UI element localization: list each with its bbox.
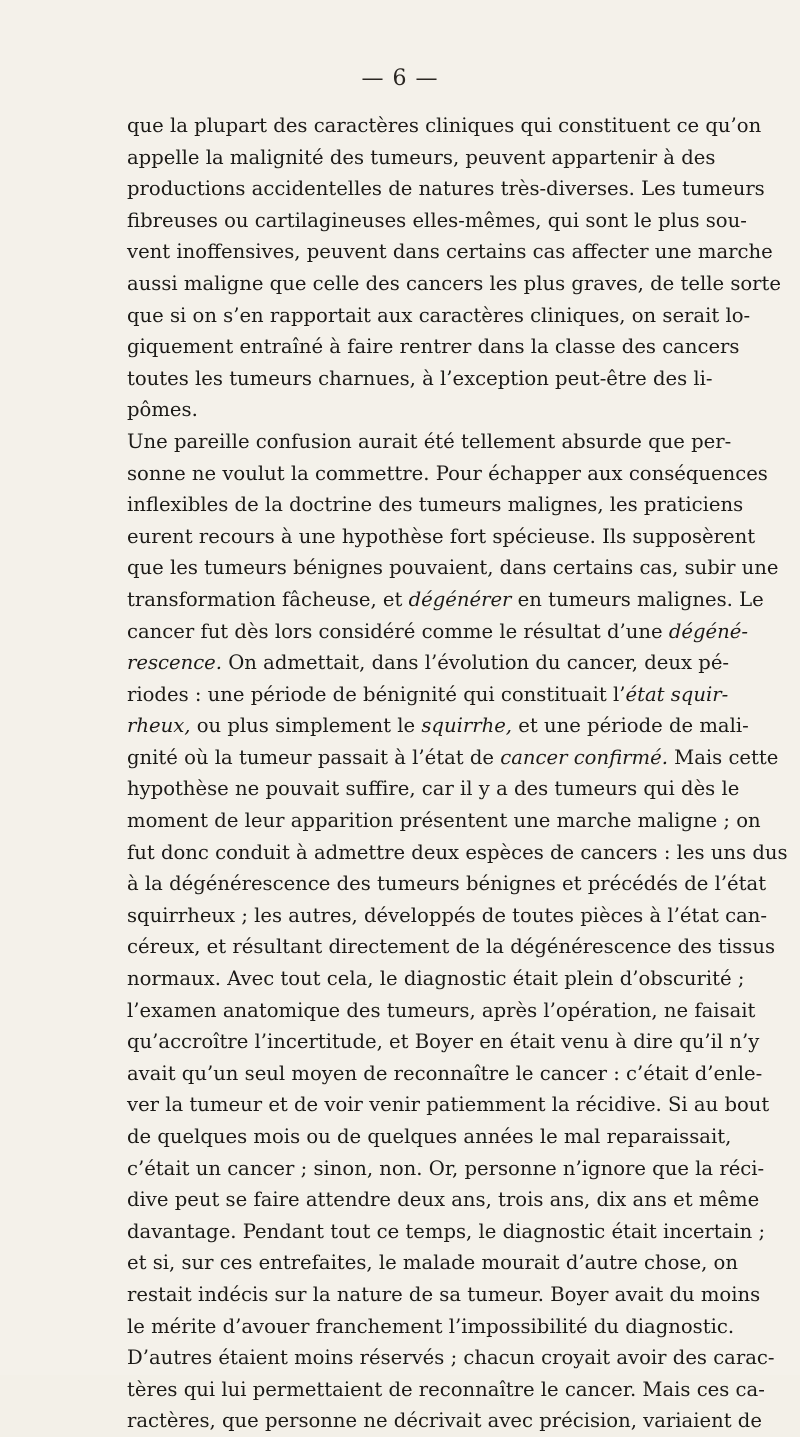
text-segment: et si, sur ces entrefaites, le malade mourait d’autre chose, on — [127, 1251, 738, 1275]
text-line — [127, 1184, 760, 1216]
text-segment: le mérite d’avouer franchement l’impossibilité du diagnostic. — [127, 1314, 735, 1338]
text-line — [127, 710, 749, 742]
text-line — [127, 426, 732, 458]
text-segment: rescence. — [127, 651, 223, 675]
text-line — [127, 1121, 732, 1153]
text-line — [127, 1026, 760, 1058]
text-line — [127, 458, 768, 490]
text-line — [127, 1216, 766, 1248]
text-segment: inflexibles de la doctrine des tumeurs malignes, les praticiens — [127, 493, 744, 517]
text-segment: en tumeurs malignes. Le — [511, 587, 764, 611]
text-segment: dive peut se faire attendre deux ans, trois ans, dix ans et même — [127, 1188, 760, 1212]
text-segment: et une période de mali- — [512, 714, 749, 738]
text-segment: dégénérer — [408, 587, 512, 611]
text-segment: moment de leur apparition présentent une marche maligne ; on — [127, 809, 761, 833]
text-segment: riodes : une période de bénignité qui constituait l’ — [127, 682, 626, 706]
text-line — [127, 268, 782, 300]
text-segment: avait qu’un seul moyen de reconnaître le cancer : c’était d’enle- — [127, 1061, 763, 1085]
text-line — [127, 679, 729, 711]
text-segment: Une pareille confusion aurait été tellement absurde que per- — [127, 429, 732, 453]
text-segment: cancer confirmé. — [500, 745, 668, 769]
text-segment: normaux. Avec tout cela, le diagnostic était plein d’obscurité ; — [127, 967, 745, 991]
text-line — [127, 900, 768, 932]
text-segment: transformation fâcheuse, et — [127, 587, 409, 611]
text-line — [127, 1089, 770, 1121]
text-segment: toutes les tumeurs charnues, à l’exception peut-être des li- — [127, 366, 713, 390]
text-line — [127, 142, 716, 174]
text-segment: ver la tumeur et de voir venir patiemment la récidive. Si au bout — [127, 1093, 770, 1117]
text-line — [127, 963, 745, 995]
text-segment: On admettait, dans l’évolution du cancer, deux pé- — [222, 651, 730, 675]
text-segment: ou plus simplement le — [190, 714, 422, 738]
text-segment: ractères, que personne ne décrivait avec précision, variaient de — [127, 1409, 762, 1433]
text-line — [127, 110, 762, 142]
text-line — [127, 931, 776, 963]
text-segment: fut donc conduit à admettre deux espèces de cancers : les uns dus — [127, 840, 788, 864]
text-line — [127, 837, 788, 869]
text-segment: que si on s’en rapportait aux caractères cliniques, on serait lo- — [127, 303, 751, 327]
text-segment: c’était un cancer ; sinon, non. Or, personne n’ignore que la réci- — [127, 1156, 765, 1180]
text-line — [127, 363, 713, 395]
text-line — [127, 489, 744, 521]
text-segment: restait indécis sur la nature de sa tumeur. Boyer avait du moins — [127, 1282, 761, 1306]
text-segment: gnité où la tumeur passait à l’état de — [127, 745, 501, 769]
text-segment: cancer fut dès lors considéré comme le résultat d’une — [127, 619, 669, 643]
text-line — [127, 647, 730, 679]
text-line — [127, 868, 767, 900]
text-line — [127, 552, 779, 584]
text-line — [127, 742, 779, 774]
text-line — [127, 300, 751, 332]
text-segment: eurent recours à une hypothèse fort spécieuse. Ils supposèrent — [127, 524, 756, 548]
text-line — [127, 805, 761, 837]
page-number: — 6 — — [361, 66, 439, 91]
text-segment: dégéné- — [668, 619, 748, 643]
text-line — [127, 394, 675, 426]
text-segment: céreux, et résultant directement de la dégénérescence des tissus — [127, 935, 776, 959]
text-segment: tères qui lui permettaient de reconnaître le cancer. Mais ces ca- — [127, 1377, 765, 1401]
body-text — [127, 110, 788, 1437]
text-segment: vent inoffensives, peuvent dans certains cas affecter une marche — [127, 240, 773, 264]
text-segment: état squir- — [625, 682, 729, 706]
paragraph — [127, 110, 782, 426]
text-segment: qu’accroître l’incertitude, et Boyer en était venu à dire qu’il n’y — [127, 1030, 760, 1054]
text-line — [127, 1279, 761, 1311]
text-segment: aussi maligne que celle des cancers les plus graves, de telle sorte — [127, 271, 782, 295]
text-segment: D’autres étaient moins réservés ; chacun croyait avoir des carac- — [127, 1346, 775, 1370]
text-segment: Mais cette — [667, 745, 779, 769]
text-segment: productions accidentelles de natures très-diverses. Les tumeurs — [127, 177, 765, 201]
text-line — [127, 173, 765, 205]
text-line — [127, 1153, 765, 1185]
text-segment: que la plupart des caractères cliniques qui constituent ce qu’on — [127, 114, 762, 137]
text-line — [127, 236, 773, 268]
text-line — [127, 1247, 738, 1279]
text-line — [127, 995, 756, 1027]
text-segment: pômes. — [127, 398, 198, 422]
text-segment: sonne ne voulut la commettre. Pour échapper aux conséquences — [127, 461, 768, 485]
text-segment: squirrheux ; les autres, développés de toutes pièces à l’état can- — [127, 903, 768, 927]
text-line — [127, 1058, 763, 1090]
text-segment: rheux, — [127, 714, 191, 738]
text-segment: davantage. Pendant tout ce temps, le diagnostic était incertain ; — [127, 1219, 766, 1243]
text-segment: fibreuses ou cartilagineuses elles-mêmes, qui sont le plus sou- — [127, 208, 747, 232]
text-line — [127, 584, 764, 616]
text-segment: squirrhe, — [421, 714, 513, 738]
text-line — [127, 1374, 765, 1406]
text-segment: hypothèse ne pouvait suffire, car il y a des tumeurs qui dès le — [127, 777, 740, 801]
text-segment: à la dégénérescence des tumeurs bénignes et précédés de l’état — [127, 872, 767, 896]
text-segment: appelle la malignité des tumeurs, peuvent appartenir à des — [127, 145, 716, 169]
text-segment: giquement entraîné à faire rentrer dans la classe des cancers — [127, 335, 740, 359]
text-line — [127, 205, 747, 237]
text-line — [127, 1342, 775, 1374]
text-segment: l’examen anatomique des tumeurs, après l’opération, ne faisait — [127, 998, 756, 1022]
text-segment: de quelques mois ou de quelques années le mal reparaissait, — [127, 1125, 732, 1148]
paragraph — [127, 426, 788, 1437]
text-line — [127, 1311, 735, 1343]
text-segment: que les tumeurs bénignes pouvaient, dans certains cas, subir une — [127, 556, 779, 580]
text-line — [127, 1405, 762, 1437]
text-line — [127, 331, 740, 363]
text-line — [127, 521, 756, 553]
text-line — [127, 616, 748, 648]
text-line — [127, 773, 740, 805]
